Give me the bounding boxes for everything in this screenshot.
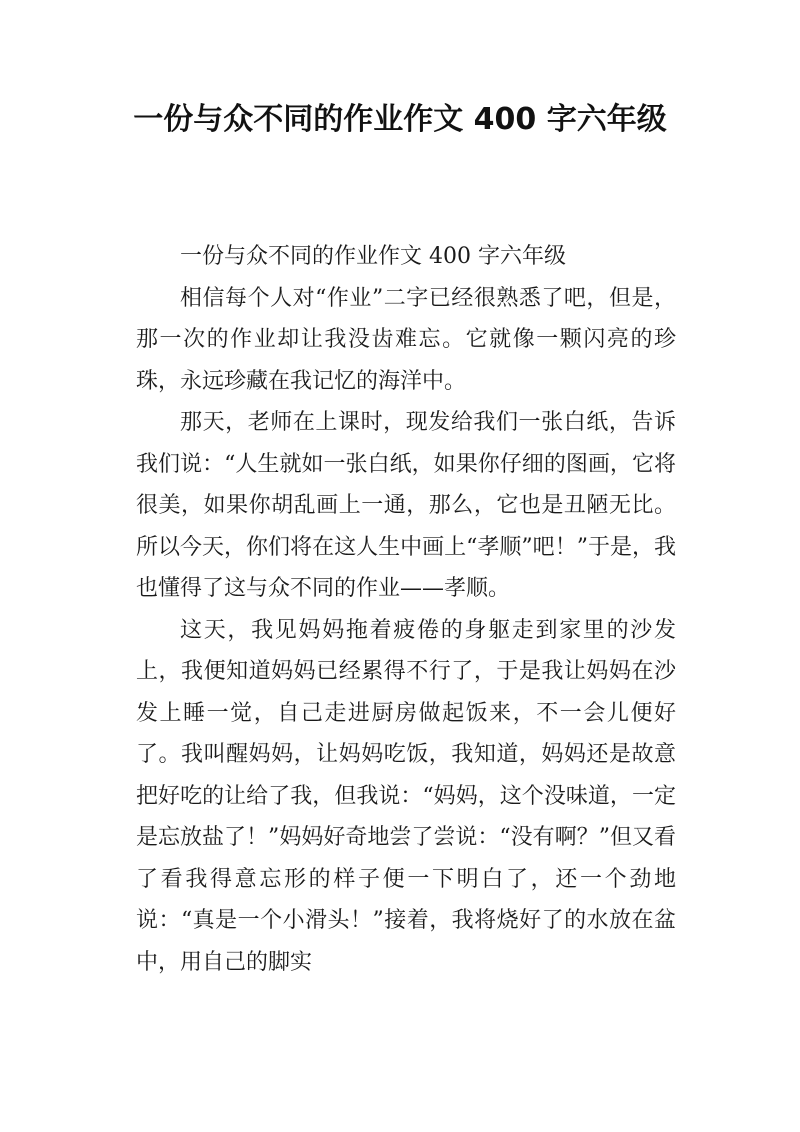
paragraph-heading-repeat: 一份与众不同的作业作文 400 字六年级 xyxy=(180,244,566,269)
paragraph: 这天，我见妈妈拖着疲倦的身躯走到家里的沙发上，我便知道妈妈已经累得不行了，于是我让妈妈在沙发上睡一觉，自己走进厨房做起饭来，不一会儿便好了。我叫醒妈妈，让妈妈吃饭，我知道，妈妈还是故意把好吃的让给了我，但我说：“妈妈，这个没味道，一定是忘放盐了！”妈妈好奇地尝了尝说：“没有啊？”但又看了看我得意忘形的样子便一下明白了，还一个劲地说：“真是一个小滑头！”接着，我将烧好了的水放在盆中，用自己的脚实 xyxy=(136,617,676,975)
document-body xyxy=(136,236,676,983)
paragraph: 相信每个人对“作业”二字已经很熟悉了吧，但是，那一次的作业却让我没齿难忘。它就像一颗闪亮的珍珠，永远珍藏在我记忆的海洋中。 xyxy=(136,285,676,394)
paragraph: 那天，老师在上课时，现发给我们一张白纸，告诉我们说：“人生就如一张白纸，如果你仔细的图画，它将很美，如果你胡乱画上一通，那么，它也是丑陋无比。所以今天，你们将在这人生中画上“孝顺”吧！”于是，我也懂得了这与众不同的作业——孝顺。 xyxy=(136,410,676,601)
document-title: 一份与众不同的作业作文 400 字六年级 xyxy=(133,102,667,137)
